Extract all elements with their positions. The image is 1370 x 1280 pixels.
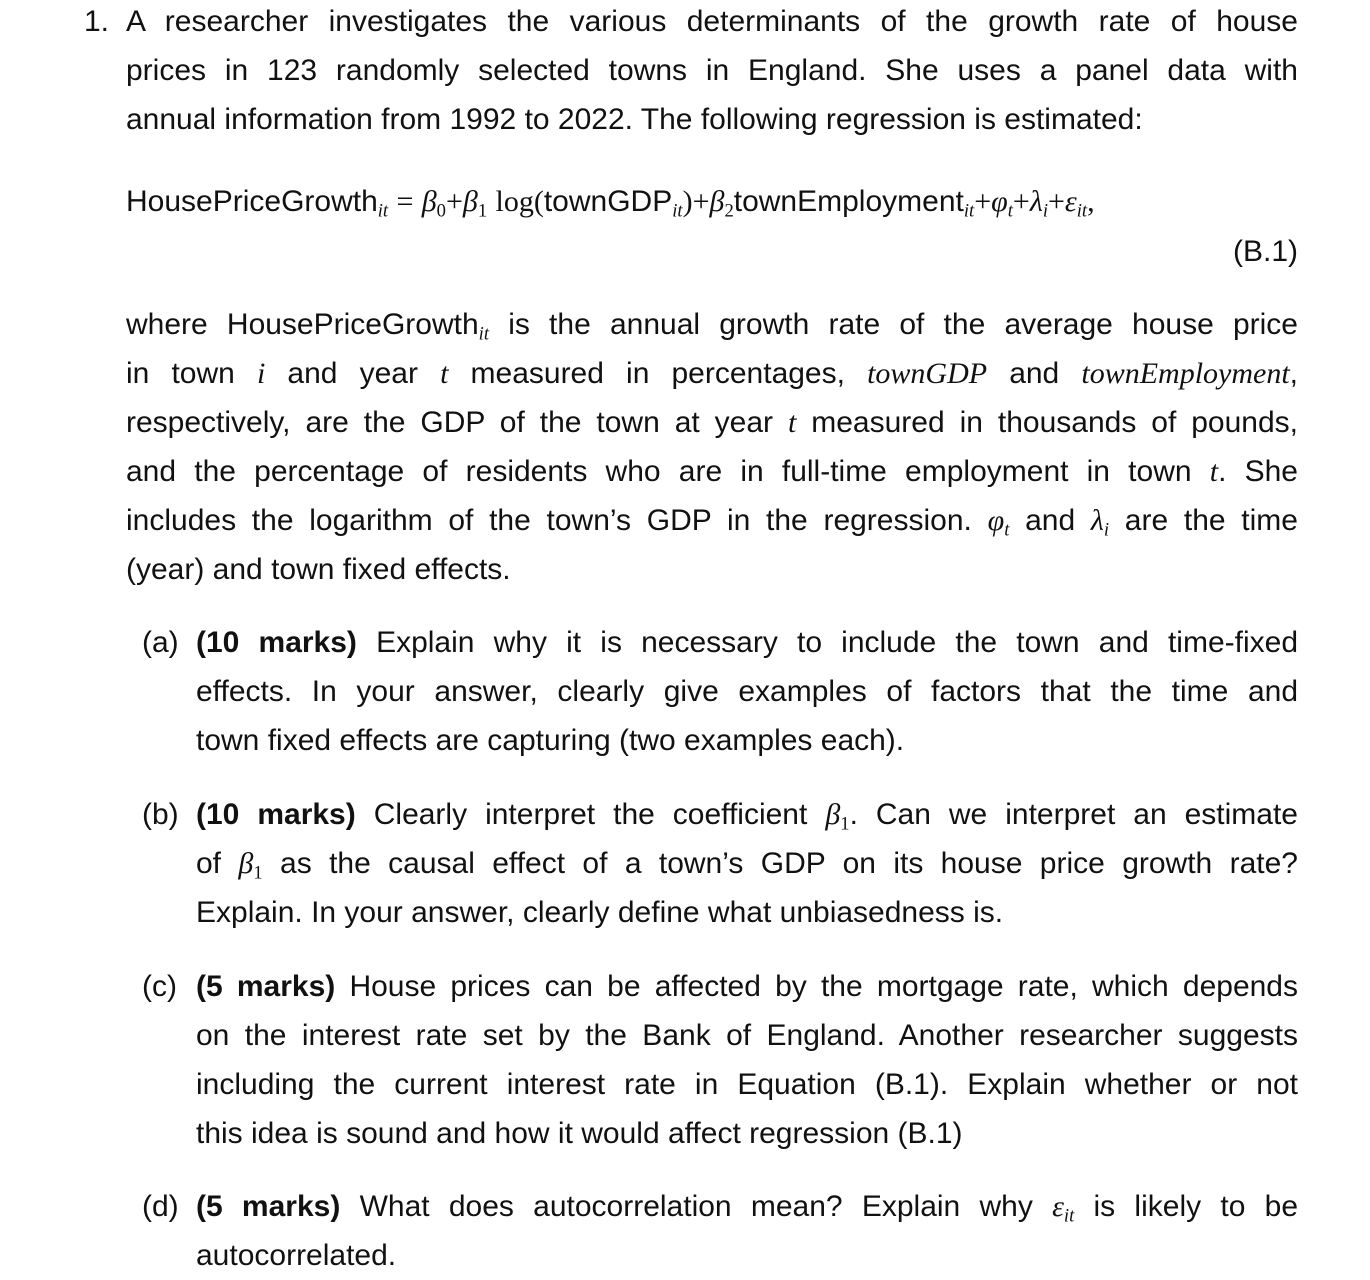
- part-d-line-1: [196, 1189, 1298, 1225]
- part-a-line-2: effects. In your answer, clearly give examples of factors that the time and: [196, 675, 1298, 708]
- eq-open-paren: (: [533, 185, 544, 218]
- where-l2-gdp: townGDP: [867, 357, 988, 390]
- intro-line-1: A researcher investigates the various determinants of the growth rate of house: [126, 5, 1298, 38]
- eq-plus-2: +: [692, 185, 710, 218]
- part-b-text-1b: . Can we interpret an estimate: [849, 798, 1298, 831]
- where-l4-text-b: . She: [1218, 455, 1298, 488]
- equation-label: (B.1): [1232, 235, 1298, 268]
- where-l2-emp: townEmployment: [1081, 357, 1290, 390]
- part-c-label: (c): [142, 970, 177, 1003]
- where-line-2: [126, 356, 1298, 392]
- part-d-epsilon: ε: [1052, 1190, 1064, 1223]
- eq-gdp: townGDP: [543, 185, 673, 218]
- part-c-line-4: this idea is sound and how it would affect regression (B.1): [196, 1117, 963, 1150]
- eq-employment-sub: it: [963, 200, 975, 222]
- part-b-text-2b: as the causal effect of a town’s GDP on its house price growth rate?: [262, 847, 1298, 880]
- where-l5-phi: φ: [987, 504, 1005, 537]
- where-line-6: (year) and town fixed effects.: [126, 553, 511, 586]
- eq-lhs: HousePriceGrowth: [126, 185, 378, 218]
- part-b-beta-2-sub: 1: [253, 862, 263, 884]
- where-l5-lambda-sub: i: [1103, 519, 1110, 541]
- where-line-1: [126, 307, 1298, 343]
- part-a-line-3: town fixed effects are capturing (two examples each).: [196, 724, 905, 757]
- where-l5-text-c: are the time: [1109, 504, 1298, 537]
- part-b-text-2a: of: [196, 847, 239, 880]
- where-line-4: [126, 454, 1298, 490]
- where-l4-t: t: [1209, 455, 1219, 488]
- eq-beta1-sub: 1: [477, 200, 488, 222]
- part-c-line-3: including the current interest rate in Equation (B.1). Explain whether or not: [196, 1068, 1298, 1101]
- where-l2-text-b: and year: [265, 357, 441, 390]
- part-b-line-1: [196, 797, 1298, 833]
- eq-plus-3: +: [974, 185, 992, 218]
- part-d-marks: (5 marks): [196, 1190, 341, 1223]
- eq-equals: =: [396, 185, 414, 218]
- regression-equation: [126, 184, 1298, 220]
- intro-line-2: prices in 123 randomly selected towns in England. She uses a panel data with: [126, 54, 1298, 87]
- part-b-line-2: [196, 846, 1298, 882]
- eq-plus-4: +: [1012, 185, 1030, 218]
- where-l2-text-d: and: [987, 357, 1082, 390]
- where-l3-text-b: measured in thousands of pounds,: [796, 406, 1298, 439]
- where-l5-phi-sub: t: [1004, 519, 1010, 541]
- where-l1-text-a: where HousePriceGrowth: [126, 308, 479, 341]
- eq-phi: φ: [991, 185, 1008, 218]
- eq-gdp-sub: it: [672, 200, 683, 222]
- part-b-beta-sub: 1: [840, 813, 850, 835]
- where-l2-t: t: [440, 357, 449, 390]
- intro-line-3: annual information from 1992 to 2022. The following regression is estimated:: [126, 103, 1143, 136]
- where-l5-text-b: and: [1009, 504, 1091, 537]
- where-l5-lambda: λ: [1090, 504, 1104, 537]
- where-l3-t: t: [787, 406, 797, 439]
- part-d-line-2: autocorrelated.: [196, 1239, 397, 1272]
- part-b-beta: β: [825, 798, 841, 831]
- eq-epsilon-sub: it: [1076, 200, 1088, 222]
- eq-beta0: β: [421, 185, 437, 218]
- part-b-beta-2: β: [238, 847, 254, 880]
- eq-close-paren: ): [682, 185, 693, 218]
- part-b-marks: (10 marks): [196, 798, 356, 831]
- part-c-marks: (5 marks): [196, 970, 336, 1003]
- part-a-marks: (10 marks): [196, 626, 357, 659]
- eq-beta0-sub: 0: [436, 200, 446, 222]
- part-b-text-1a: Clearly interpret the coefficient: [355, 798, 826, 831]
- where-l1-sub: it: [478, 323, 490, 345]
- eq-epsilon: ε: [1064, 185, 1077, 218]
- eq-comma: ,: [1087, 185, 1095, 218]
- eq-lambda-sub: i: [1042, 200, 1048, 222]
- eq-plus-1: +: [445, 185, 463, 218]
- eq-employment: townEmployment: [733, 185, 964, 218]
- eq-lhs-sub: it: [377, 200, 389, 222]
- part-b-label: (b): [142, 798, 179, 831]
- where-l5-text-a: includes the logarithm of the town’s GDP in the regression.: [126, 504, 988, 537]
- question-number: 1.: [84, 5, 110, 38]
- where-l1-text-b: is the annual growth rate of the average house price: [489, 308, 1298, 341]
- eq-beta2-sub: 2: [724, 200, 734, 222]
- part-d-text-1a: What does autocorrelation mean? Explain why: [340, 1190, 1053, 1223]
- where-l2-i: i: [256, 357, 266, 390]
- part-a-text-1: Explain why it is necessary to include the town and time-fixed: [356, 626, 1299, 659]
- part-d-text-1b: is likely to be: [1074, 1190, 1299, 1223]
- where-l2-text-a: in town: [126, 357, 257, 390]
- where-l4-text-a: and the percentage of residents who are in full-time employment in town: [126, 455, 1210, 488]
- part-c-text-1: House prices can be affected by the mortgage rate, which depends: [335, 970, 1298, 1003]
- where-line-5: [126, 503, 1298, 539]
- part-d-epsilon-sub: it: [1063, 1205, 1075, 1227]
- eq-phi-sub: t: [1007, 200, 1013, 222]
- part-d-label: (d): [142, 1190, 179, 1223]
- part-c-line-2: on the interest rate set by the Bank of England. Another researcher suggests: [196, 1019, 1298, 1052]
- where-l2-text-c: measured in percentages,: [448, 357, 868, 390]
- where-l3-text-a: respectively, are the GDP of the town at year: [126, 406, 788, 439]
- part-a-label: (a): [142, 626, 179, 659]
- part-b-line-3: Explain. In your answer, clearly define what unbiasedness is.: [196, 896, 1004, 929]
- eq-beta1: β: [462, 185, 478, 218]
- part-c-line-1: [196, 969, 1298, 1005]
- part-a-line-1: [196, 625, 1298, 661]
- eq-plus-5: +: [1047, 185, 1065, 218]
- eq-log: log: [495, 185, 534, 218]
- eq-lambda: λ: [1029, 185, 1043, 218]
- where-l2-text-e: ,: [1289, 357, 1299, 390]
- eq-beta2: β: [709, 185, 725, 218]
- where-line-3: [126, 405, 1298, 441]
